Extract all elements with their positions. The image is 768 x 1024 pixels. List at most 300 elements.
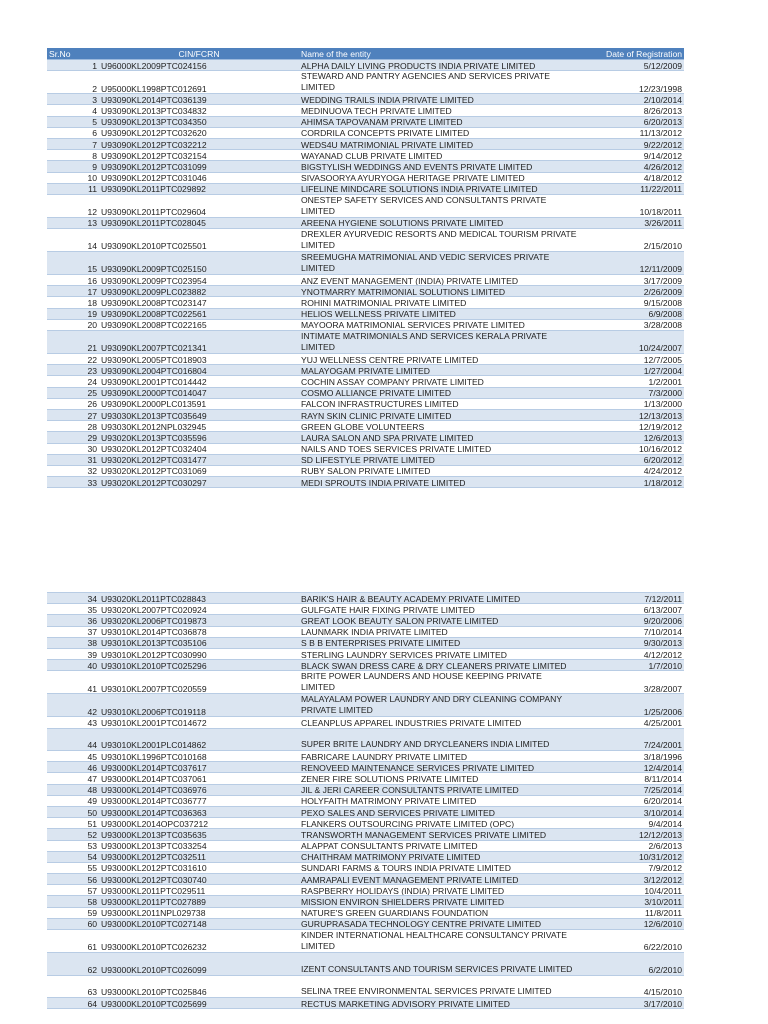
cell-entity-name: BLACK SWAN DRESS CARE & DRY CLEANERS PRIVATE LIMITED xyxy=(299,660,579,671)
cell-date: 10/18/2011 xyxy=(579,194,684,217)
cell-entity-name: LAURA SALON AND SPA PRIVATE LIMITED xyxy=(299,432,579,443)
cell-cin: U93000KL2014PTC037061 xyxy=(99,773,299,784)
table-row xyxy=(47,477,684,488)
cell-cin: U93090KL2009PTC023954 xyxy=(99,275,299,286)
cell-cin: U93090KL2011PTC029892 xyxy=(99,183,299,194)
cell-date: 12/7/2005 xyxy=(579,354,684,365)
cell-sr-no: 39 xyxy=(47,648,99,659)
cell-sr-no: 38 xyxy=(47,637,99,648)
cell-sr-no: 10 xyxy=(47,172,99,183)
cell-date: 6/22/2010 xyxy=(579,930,684,953)
cell-cin: U93000KL2012PTC030740 xyxy=(99,874,299,885)
cell-cin: U93010KL2006PTC019118 xyxy=(99,694,299,717)
cell-sr-no: 49 xyxy=(47,795,99,806)
registry-table-1 xyxy=(47,48,684,488)
cell-date: 12/6/2010 xyxy=(579,918,684,929)
cell-sr-no: 15 xyxy=(47,252,99,275)
cell-date: 3/17/2010 xyxy=(579,998,684,1009)
cell-date: 4/15/2010 xyxy=(579,975,684,998)
cell-date: 2/6/2013 xyxy=(579,840,684,851)
cell-cin: U93000KL2011PTC029511 xyxy=(99,885,299,896)
cell-date: 1/13/2000 xyxy=(579,398,684,409)
table-row xyxy=(47,105,684,116)
cell-date: 11/8/2011 xyxy=(579,907,684,918)
cell-entity-name: MALAYOGAM PRIVATE LIMITED xyxy=(299,365,579,376)
table-row xyxy=(47,762,684,773)
table-row xyxy=(47,398,684,409)
table-row xyxy=(47,975,684,998)
table-row xyxy=(47,840,684,851)
cell-entity-name: MALAYALAM POWER LAUNDRY AND DRY CLEANING COMPANY PRIVATE LIMITED xyxy=(299,694,579,717)
cell-sr-no: 52 xyxy=(47,829,99,840)
table-row xyxy=(47,998,684,1009)
cell-sr-no: 2 xyxy=(47,71,99,94)
cell-sr-no: 63 xyxy=(47,975,99,998)
cell-date: 7/9/2012 xyxy=(579,862,684,873)
cell-entity-name: GREAT LOOK BEAUTY SALON PRIVATE LIMITED xyxy=(299,615,579,626)
cell-cin: U93010KL2010PTC025296 xyxy=(99,660,299,671)
cell-cin: U93090KL2012PTC032154 xyxy=(99,150,299,161)
cell-date: 2/15/2010 xyxy=(579,229,684,252)
table-2-body xyxy=(47,593,684,1009)
table-row xyxy=(47,885,684,896)
cell-entity-name: PEXO SALES AND SERVICES PRIVATE LIMITED xyxy=(299,806,579,817)
cell-entity-name: GURUPRASADA TECHNOLOGY CENTRE PRIVATE LIMITED xyxy=(299,918,579,929)
cell-sr-no: 33 xyxy=(47,477,99,488)
cell-entity-name: COSMO ALLIANCE PRIVATE LIMITED xyxy=(299,387,579,398)
cell-sr-no: 57 xyxy=(47,885,99,896)
cell-date: 5/12/2009 xyxy=(579,60,684,71)
cell-date: 7/12/2011 xyxy=(579,593,684,604)
cell-sr-no: 51 xyxy=(47,818,99,829)
cell-date: 10/16/2012 xyxy=(579,443,684,454)
table-row xyxy=(47,465,684,476)
cell-entity-name: DREXLER AYURVEDIC RESORTS AND MEDICAL TOURISM PRIVATE LIMITED xyxy=(299,229,579,252)
cell-entity-name: SUNDARI FARMS & TOURS INDIA PRIVATE LIMITED xyxy=(299,862,579,873)
cell-date: 3/28/2008 xyxy=(579,319,684,330)
cell-date: 6/20/2013 xyxy=(579,116,684,127)
cell-cin: U93000KL2010PTC025699 xyxy=(99,998,299,1009)
cell-entity-name: ANZ EVENT MANAGEMENT (INDIA) PRIVATE LIMITED xyxy=(299,275,579,286)
cell-date: 4/18/2012 xyxy=(579,172,684,183)
cell-entity-name: ALPHA DAILY LIVING PRODUCTS INDIA PRIVATE LIMITED xyxy=(299,60,579,71)
cell-sr-no: 26 xyxy=(47,398,99,409)
cell-date: 12/13/2013 xyxy=(579,409,684,420)
cell-entity-name: RUBY SALON PRIVATE LIMITED xyxy=(299,465,579,476)
cell-entity-name: MAYOORA MATRIMONIAL SERVICES PRIVATE LIMITED xyxy=(299,319,579,330)
table-row xyxy=(47,60,684,71)
cell-sr-no: 58 xyxy=(47,896,99,907)
table-row xyxy=(47,217,684,228)
cell-date: 4/26/2012 xyxy=(579,161,684,172)
cell-entity-name: HOLYFAITH MATRIMONY PRIVATE LIMITED xyxy=(299,795,579,806)
cell-entity-name: NATURE'S GREEN GUARDIANS FOUNDATION xyxy=(299,907,579,918)
cell-sr-no: 14 xyxy=(47,229,99,252)
table-row xyxy=(47,286,684,297)
cell-entity-name: WAYANAD CLUB PRIVATE LIMITED xyxy=(299,150,579,161)
cell-cin: U93010KL1996PTC010168 xyxy=(99,751,299,762)
cell-entity-name: BARIK'S HAIR & BEAUTY ACADEMY PRIVATE LIMITED xyxy=(299,593,579,604)
table-row xyxy=(47,660,684,671)
cell-date: 1/25/2006 xyxy=(579,694,684,717)
table-row xyxy=(47,194,684,217)
cell-sr-no: 60 xyxy=(47,918,99,929)
cell-entity-name: COCHIN ASSAY COMPANY PRIVATE LIMITED xyxy=(299,376,579,387)
cell-cin: U93020KL2007PTC020924 xyxy=(99,604,299,615)
cell-date: 2/10/2014 xyxy=(579,94,684,105)
cell-date: 3/26/2011 xyxy=(579,217,684,228)
cell-date: 9/4/2014 xyxy=(579,818,684,829)
table-row xyxy=(47,862,684,873)
cell-sr-no: 3 xyxy=(47,94,99,105)
cell-sr-no: 24 xyxy=(47,376,99,387)
cell-sr-no: 41 xyxy=(47,671,99,694)
cell-cin: U93020KL2012PTC031069 xyxy=(99,465,299,476)
cell-sr-no: 47 xyxy=(47,773,99,784)
cell-date: 3/18/1996 xyxy=(579,751,684,762)
cell-date: 9/30/2013 xyxy=(579,637,684,648)
cell-date: 6/20/2014 xyxy=(579,795,684,806)
cell-date: 3/17/2009 xyxy=(579,275,684,286)
cell-entity-name: ROHINI MATRIMONIAL PRIVATE LIMITED xyxy=(299,297,579,308)
cell-cin: U93000KL2014PTC037617 xyxy=(99,762,299,773)
cell-date: 12/4/2014 xyxy=(579,762,684,773)
header-row xyxy=(47,48,684,60)
table-row xyxy=(47,626,684,637)
cell-entity-name: AAMRAPALI EVENT MANAGEMENT PRIVATE LIMITED xyxy=(299,874,579,885)
cell-sr-no: 1 xyxy=(47,60,99,71)
cell-sr-no: 19 xyxy=(47,308,99,319)
table-row xyxy=(47,806,684,817)
cell-entity-name: RAYN SKIN CLINIC PRIVATE LIMITED xyxy=(299,409,579,420)
cell-entity-name: INTIMATE MATRIMONIALS AND SERVICES KERALA PRIVATE LIMITED xyxy=(299,331,579,354)
cell-sr-no: 8 xyxy=(47,150,99,161)
cell-cin: U93000KL2014PTC036976 xyxy=(99,784,299,795)
cell-entity-name: BIGSTYLISH WEDDINGS AND EVENTS PRIVATE LIMITED xyxy=(299,161,579,172)
cell-cin: U93010KL2001PTC014672 xyxy=(99,717,299,728)
table-row xyxy=(47,172,684,183)
cell-entity-name: FALCON INFRASTRUCTURES LIMITED xyxy=(299,398,579,409)
cell-sr-no: 36 xyxy=(47,615,99,626)
header-cin: CIN/FCRN xyxy=(99,48,299,60)
cell-sr-no: 61 xyxy=(47,930,99,953)
table-row xyxy=(47,829,684,840)
table-row xyxy=(47,127,684,138)
cell-entity-name: BRITE POWER LAUNDERS AND HOUSE KEEPING PRIVATE LIMITED xyxy=(299,671,579,694)
cell-date: 6/13/2007 xyxy=(579,604,684,615)
cell-cin: U93090KL2013PTC034350 xyxy=(99,116,299,127)
cell-sr-no: 5 xyxy=(47,116,99,127)
cell-entity-name: LAUNMARK INDIA PRIVATE LIMITED xyxy=(299,626,579,637)
cell-sr-no: 16 xyxy=(47,275,99,286)
table-row xyxy=(47,930,684,953)
table-row xyxy=(47,275,684,286)
cell-cin: U95000KL1998PTC012691 xyxy=(99,71,299,94)
cell-date: 10/24/2007 xyxy=(579,331,684,354)
cell-sr-no: 46 xyxy=(47,762,99,773)
table-row xyxy=(47,615,684,626)
table-row xyxy=(47,728,684,751)
cell-date: 4/12/2012 xyxy=(579,648,684,659)
table-row xyxy=(47,409,684,420)
cell-sr-no: 62 xyxy=(47,953,99,976)
cell-entity-name: RECTUS MARKETING ADVISORY PRIVATE LIMITED xyxy=(299,998,579,1009)
cell-entity-name: YUJ WELLNESS CENTRE PRIVATE LIMITED xyxy=(299,354,579,365)
cell-entity-name: WEDDING TRAILS INDIA PRIVATE LIMITED xyxy=(299,94,579,105)
cell-sr-no: 4 xyxy=(47,105,99,116)
table-row xyxy=(47,365,684,376)
cell-entity-name: RENOVEED MAINTENANCE SERVICES PRIVATE LIMITED xyxy=(299,762,579,773)
cell-date: 12/19/2012 xyxy=(579,421,684,432)
table-row xyxy=(47,71,684,94)
cell-cin: U93090KL2012PTC032212 xyxy=(99,138,299,149)
header-entity-name: Name of the entity xyxy=(299,48,579,60)
table-row xyxy=(47,138,684,149)
table-row xyxy=(47,354,684,365)
cell-cin: U93090KL2011PTC028045 xyxy=(99,217,299,228)
cell-cin: U93010KL2014PTC036878 xyxy=(99,626,299,637)
cell-sr-no: 31 xyxy=(47,454,99,465)
cell-cin: U93090KL2014PTC036139 xyxy=(99,94,299,105)
cell-date: 9/22/2012 xyxy=(579,138,684,149)
table-row xyxy=(47,116,684,127)
cell-cin: U93000KL2011NPL029738 xyxy=(99,907,299,918)
cell-cin: U93000KL2014OPC037212 xyxy=(99,818,299,829)
cell-cin: U93000KL2014PTC036777 xyxy=(99,795,299,806)
cell-entity-name: MEDINUOVA TECH PRIVATE LIMITED xyxy=(299,105,579,116)
header-date: Date of Registration xyxy=(579,48,684,60)
cell-cin: U93090KL2011PTC029604 xyxy=(99,194,299,217)
cell-sr-no: 27 xyxy=(47,409,99,420)
cell-sr-no: 30 xyxy=(47,443,99,454)
cell-entity-name: MISSION ENVIRON SHIELDERS PRIVATE LIMITED xyxy=(299,896,579,907)
cell-sr-no: 13 xyxy=(47,217,99,228)
cell-cin: U93010KL2001PLC014862 xyxy=(99,728,299,751)
cell-sr-no: 22 xyxy=(47,354,99,365)
table-row xyxy=(47,953,684,976)
cell-sr-no: 44 xyxy=(47,728,99,751)
cell-cin: U93000KL2010PTC026232 xyxy=(99,930,299,953)
cell-entity-name: ONESTEP SAFETY SERVICES AND CONSULTANTS PRIVATE LIMITED xyxy=(299,194,579,217)
cell-sr-no: 64 xyxy=(47,998,99,1009)
cell-cin: U93090KL2012PTC031099 xyxy=(99,161,299,172)
cell-sr-no: 56 xyxy=(47,874,99,885)
cell-entity-name: GREEN GLOBE VOLUNTEERS xyxy=(299,421,579,432)
table-row xyxy=(47,851,684,862)
table-row xyxy=(47,874,684,885)
cell-cin: U93010KL2013PTC035106 xyxy=(99,637,299,648)
header-sr-no: Sr.No xyxy=(47,48,99,60)
cell-sr-no: 59 xyxy=(47,907,99,918)
cell-entity-name: S B B ENTERPRISES PRIVATE LIMITED xyxy=(299,637,579,648)
table-row xyxy=(47,907,684,918)
cell-cin: U93090KL2008PTC022165 xyxy=(99,319,299,330)
cell-date: 7/10/2014 xyxy=(579,626,684,637)
cell-date: 1/2/2001 xyxy=(579,376,684,387)
table-row xyxy=(47,818,684,829)
cell-sr-no: 12 xyxy=(47,194,99,217)
cell-date: 3/10/2014 xyxy=(579,806,684,817)
cell-cin: U93000KL2010PTC025846 xyxy=(99,975,299,998)
table-row xyxy=(47,751,684,762)
cell-entity-name: SD LIFESTYLE PRIVATE LIMITED xyxy=(299,454,579,465)
cell-date: 10/31/2012 xyxy=(579,851,684,862)
cell-date: 7/3/2000 xyxy=(579,387,684,398)
cell-date: 9/14/2012 xyxy=(579,150,684,161)
cell-date: 8/26/2013 xyxy=(579,105,684,116)
cell-entity-name: SIVASOORYA AYURYOGA HERITAGE PRIVATE LIMITED xyxy=(299,172,579,183)
cell-sr-no: 54 xyxy=(47,851,99,862)
cell-cin: U93020KL2012PTC031477 xyxy=(99,454,299,465)
cell-sr-no: 18 xyxy=(47,297,99,308)
cell-entity-name: HELIOS WELLNESS PRIVATE LIMITED xyxy=(299,308,579,319)
cell-entity-name: SELINA TREE ENVIRONMENTAL SERVICES PRIVATE LIMITED xyxy=(299,975,579,998)
cell-sr-no: 32 xyxy=(47,465,99,476)
cell-cin: U93000KL2010PTC027148 xyxy=(99,918,299,929)
table-row xyxy=(47,593,684,604)
table-row xyxy=(47,161,684,172)
cell-entity-name: AHIMSA TAPOVANAM PRIVATE LIMITED xyxy=(299,116,579,127)
table-row xyxy=(47,376,684,387)
cell-cin: U93090KL2005PTC018903 xyxy=(99,354,299,365)
table-row xyxy=(47,308,684,319)
cell-cin: U93020KL2012PTC032404 xyxy=(99,443,299,454)
cell-sr-no: 35 xyxy=(47,604,99,615)
cell-entity-name: NAILS AND TOES SERVICES PRIVATE LIMITED xyxy=(299,443,579,454)
cell-cin: U93000KL2011PTC027889 xyxy=(99,896,299,907)
cell-sr-no: 7 xyxy=(47,138,99,149)
cell-sr-no: 34 xyxy=(47,593,99,604)
cell-cin: U96000KL2009PTC024156 xyxy=(99,60,299,71)
cell-date: 8/11/2014 xyxy=(579,773,684,784)
cell-date: 10/4/2011 xyxy=(579,885,684,896)
table-row xyxy=(47,773,684,784)
cell-cin: U93000KL2012PTC031610 xyxy=(99,862,299,873)
table-row xyxy=(47,183,684,194)
cell-entity-name: RASPBERRY HOLIDAYS (INDIA) PRIVATE LIMITED xyxy=(299,885,579,896)
cell-date: 3/12/2012 xyxy=(579,874,684,885)
cell-date: 3/28/2007 xyxy=(579,671,684,694)
cell-cin: U93090KL2012PTC032620 xyxy=(99,127,299,138)
cell-date: 12/6/2013 xyxy=(579,432,684,443)
cell-date: 6/2/2010 xyxy=(579,953,684,976)
table-row xyxy=(47,717,684,728)
table-row xyxy=(47,784,684,795)
cell-cin: U93020KL2012PTC030297 xyxy=(99,477,299,488)
cell-entity-name: JIL & JERI CAREER CONSULTANTS PRIVATE LIMITED xyxy=(299,784,579,795)
cell-entity-name: TRANSWORTH MANAGEMENT SERVICES PRIVATE LIMITED xyxy=(299,829,579,840)
cell-cin: U93090KL2010PTC025501 xyxy=(99,229,299,252)
cell-entity-name: ZENER FIRE SOLUTIONS PRIVATE LIMITED xyxy=(299,773,579,784)
cell-entity-name: IZENT CONSULTANTS AND TOURISM SERVICES PRIVATE LIMITED xyxy=(299,953,579,976)
cell-date: 3/10/2011 xyxy=(579,896,684,907)
cell-cin: U93020KL2006PTC019873 xyxy=(99,615,299,626)
cell-date: 6/20/2012 xyxy=(579,454,684,465)
cell-sr-no: 53 xyxy=(47,840,99,851)
cell-cin: U93010KL2012PTC030990 xyxy=(99,648,299,659)
cell-sr-no: 9 xyxy=(47,161,99,172)
cell-entity-name: FABRICARE LAUNDRY PRIVATE LIMITED xyxy=(299,751,579,762)
cell-sr-no: 20 xyxy=(47,319,99,330)
table-1-body xyxy=(47,60,684,488)
cell-date: 1/27/2004 xyxy=(579,365,684,376)
cell-date: 12/12/2013 xyxy=(579,829,684,840)
cell-entity-name: STERLING LAUNDRY SERVICES PRIVATE LIMITED xyxy=(299,648,579,659)
cell-cin: U93090KL2009PLC023882 xyxy=(99,286,299,297)
cell-cin: U93090KL2009PTC025150 xyxy=(99,252,299,275)
cell-cin: U93000KL2013PTC033254 xyxy=(99,840,299,851)
cell-date: 12/23/1998 xyxy=(579,71,684,94)
cell-cin: U93090KL2008PTC023147 xyxy=(99,297,299,308)
cell-cin: U93000KL2010PTC026099 xyxy=(99,953,299,976)
table-row xyxy=(47,896,684,907)
cell-sr-no: 55 xyxy=(47,862,99,873)
cell-date: 1/18/2012 xyxy=(579,477,684,488)
table-row xyxy=(47,421,684,432)
cell-cin: U93000KL2013PTC035635 xyxy=(99,829,299,840)
table-row xyxy=(47,671,684,694)
cell-sr-no: 17 xyxy=(47,286,99,297)
cell-date: 7/25/2014 xyxy=(579,784,684,795)
cell-entity-name: CHAITHRAM MATRIMONY PRIVATE LIMITED xyxy=(299,851,579,862)
cell-date: 12/11/2009 xyxy=(579,252,684,275)
table-row xyxy=(47,331,684,354)
table-row xyxy=(47,319,684,330)
cell-entity-name: MEDI SPROUTS INDIA PRIVATE LIMITED xyxy=(299,477,579,488)
cell-sr-no: 45 xyxy=(47,751,99,762)
table-row xyxy=(47,694,684,717)
cell-sr-no: 40 xyxy=(47,660,99,671)
cell-entity-name: ALAPPAT CONSULTANTS PRIVATE LIMITED xyxy=(299,840,579,851)
cell-sr-no: 42 xyxy=(47,694,99,717)
cell-entity-name: STEWARD AND PANTRY AGENCIES AND SERVICES PRIVATE LIMITED xyxy=(299,71,579,94)
table-row xyxy=(47,648,684,659)
cell-date: 4/24/2012 xyxy=(579,465,684,476)
cell-date: 11/22/2011 xyxy=(579,183,684,194)
table-row xyxy=(47,150,684,161)
cell-date: 1/7/2010 xyxy=(579,660,684,671)
table-row xyxy=(47,432,684,443)
cell-entity-name: CORDRILA CONCEPTS PRIVATE LIMITED xyxy=(299,127,579,138)
table-row xyxy=(47,387,684,398)
cell-cin: U93020KL2013PTC035596 xyxy=(99,432,299,443)
cell-entity-name: GULFGATE HAIR FIXING PRIVATE LIMITED xyxy=(299,604,579,615)
cell-entity-name: LIFELINE MINDCARE SOLUTIONS INDIA PRIVATE LIMITED xyxy=(299,183,579,194)
cell-date: 7/24/2001 xyxy=(579,728,684,751)
cell-sr-no: 25 xyxy=(47,387,99,398)
cell-cin: U93030KL2013PTC035649 xyxy=(99,409,299,420)
cell-entity-name: SREEMUGHA MATRIMONIAL AND VEDIC SERVICES PRIVATE LIMITED xyxy=(299,252,579,275)
cell-cin: U93090KL2013PTC034832 xyxy=(99,105,299,116)
cell-cin: U93090KL2001PTC014442 xyxy=(99,376,299,387)
cell-date: 11/13/2012 xyxy=(579,127,684,138)
table-row xyxy=(47,637,684,648)
cell-sr-no: 6 xyxy=(47,127,99,138)
table-row xyxy=(47,229,684,252)
cell-cin: U93090KL2008PTC022561 xyxy=(99,308,299,319)
cell-sr-no: 43 xyxy=(47,717,99,728)
table-row xyxy=(47,443,684,454)
table-row xyxy=(47,252,684,275)
cell-sr-no: 11 xyxy=(47,183,99,194)
cell-date: 9/15/2008 xyxy=(579,297,684,308)
cell-entity-name: SUPER BRITE LAUNDRY AND DRYCLEANERS INDIA LIMITED xyxy=(299,728,579,751)
cell-sr-no: 50 xyxy=(47,806,99,817)
cell-cin: U93090KL2007PTC021341 xyxy=(99,331,299,354)
cell-cin: U93090KL2004PTC016804 xyxy=(99,365,299,376)
table-row xyxy=(47,604,684,615)
cell-cin: U93090KL2000PTC014047 xyxy=(99,387,299,398)
